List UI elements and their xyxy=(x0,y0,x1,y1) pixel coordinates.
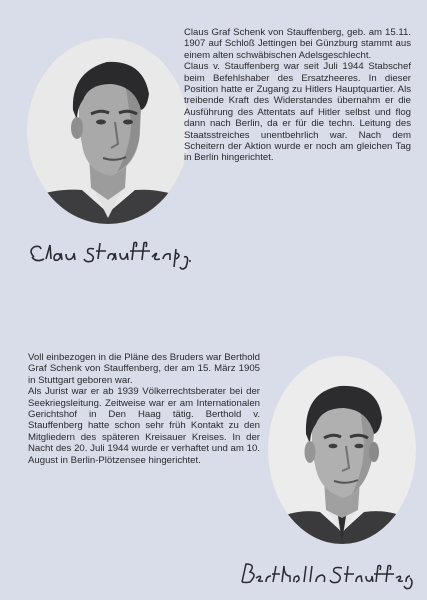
signature-claus-handwriting xyxy=(24,237,192,273)
signature-berthold xyxy=(238,560,414,590)
portrait-berthold-image xyxy=(268,356,416,544)
biography-claus xyxy=(184,27,411,164)
signature-claus xyxy=(24,237,192,273)
portrait-claus-image xyxy=(27,38,189,224)
biography-berthold xyxy=(28,352,260,466)
biography-berthold-paragraph-2: Als Jurist war er ab 1939 Völkerrechtsberater bei der Seekriegsleitung. Zeitweise war er am Internationalen Gerichtshof in Den Haag tätig. Berthold v. Stauffenberg hatte schon sehr früh Kontakt zu den Mitgliedern des späteren Kreisauer Kreises. In der Nacht des 20. Juli 1944 wurde er verhaftet und am 10. August in Berlin-Plötzensee hingerichtet. xyxy=(28,386,260,466)
biography-berthold-paragraph-1: Voll einbezogen in die Pläne des Bruders war Berthold Graf Schenk von Stauffenberg, der am 15. März 1905 in Stuttgart geboren war. xyxy=(28,352,260,386)
portrait-claus-photo xyxy=(27,38,189,224)
biography-claus-paragraph-1: Claus Graf Schenk von Stauffenberg, geb. am 15.11. 1907 auf Schloß Jettingen bei Günzburg stammt aus einem alten schwäbischen Adelsgeschlecht. xyxy=(184,27,411,61)
biography-claus-paragraph-2: Claus v. Stauffenberg war seit Juli 1944 Stabschef beim Befehlshaber des Ersatzheeres. In dieser Position hatte er Zugang zu Hitlers Hauptquartier. Als treibende Kraft des Widerstandes übernahm er die Ausführung des Attentats auf Hitler selbst und flog dann nach Berlin, da er für die techn. Leitung des Staatsstreiches unentbehrlich war. Nach dem Scheitern der Aktion wurde er noch am gleichen Tag in Berlin hingerichtet. xyxy=(184,61,411,164)
portrait-berthold-photo xyxy=(268,356,416,544)
signature-berthold-handwriting xyxy=(238,560,414,590)
